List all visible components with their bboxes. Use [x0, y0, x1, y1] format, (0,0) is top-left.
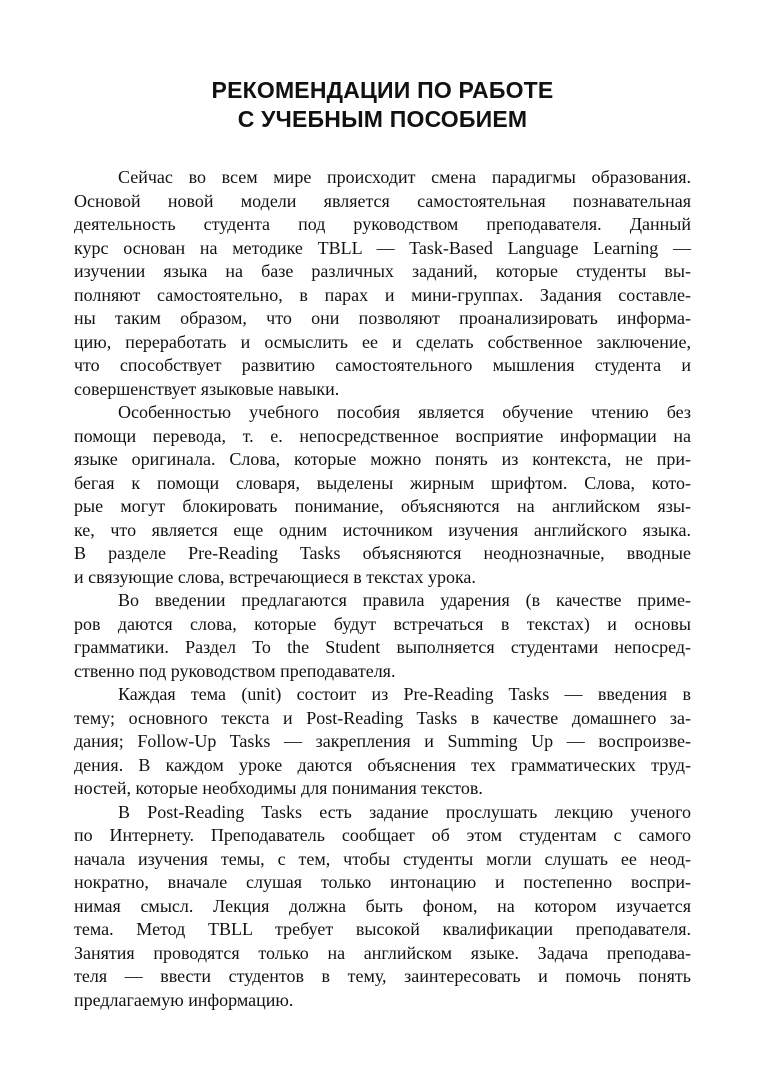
text-line: и связующие слова, встречающиеся в текстах урока.: [74, 566, 476, 587]
text-line: языке оригинала. Слова, которые можно понять из контекста, не при-: [74, 449, 691, 469]
text-line: Занятия проводятся только на английском языке. Задача преподава-: [74, 942, 691, 963]
text-line: рые могут блокировать понимание, объясняются на английском язы-: [74, 496, 691, 516]
text-line: дания; Follow-Up Tasks — закрепления и Summing Up — воспроизве-: [74, 731, 691, 751]
body-text: [74, 166, 691, 1012]
text-line: Сейчас во всем мире происходит смена парадигмы образования.: [118, 167, 691, 187]
text-line: предлагаемую информацию.: [74, 989, 294, 1010]
paragraph-2: [74, 401, 691, 589]
text-line: дения. В каждом уроке даются объяснения тех грамматических труд-: [74, 754, 691, 775]
text-line: изучении языка на базе различных заданий, которые студенты вы-: [74, 261, 691, 281]
text-line: полняют самостоятельно, в парах и мини-группах. Задания составле-: [74, 284, 691, 305]
document-page: [74, 76, 691, 1012]
text-line: Каждая тема (unit) состоит из Pre-Reading Tasks — введения в: [118, 684, 691, 704]
text-line: курс основан на методике TBLL — Task-Based Language Learning —: [74, 237, 691, 258]
paragraph-3: [74, 589, 691, 683]
text-line: ственно под руководством преподавателя.: [74, 660, 396, 681]
text-line: нимая смысл. Лекция должна быть фоном, на котором изучается: [74, 895, 691, 916]
text-line: деятельность студента под руководством преподавателя. Данный: [74, 214, 691, 234]
text-line: бегая к помощи словаря, выделены жирным шрифтом. Слова, кото-: [74, 472, 691, 493]
text-line: совершенствует языковые навыки.: [74, 378, 340, 399]
text-line: что способствует развитию самостоятельного мышления студента и: [74, 355, 691, 375]
text-line: нократно, вначале слушая только интонацию и постепенно воспри-: [74, 872, 691, 892]
text-line: начала изучения темы, с тем, чтобы студенты могли слушать ее неод-: [74, 848, 691, 869]
text-line: грамматики. Раздел To the Student выполняется студентами непосред-: [74, 637, 691, 657]
text-line: ке, что является еще одним источником изучения английского языка.: [74, 519, 691, 540]
text-line: тема. Метод TBLL требует высокой квалификации преподавателя.: [74, 919, 691, 939]
page-title-line-2: С УЧЕБНЫМ ПОСОБИЕМ: [237, 106, 528, 132]
text-line: цию, переработать и осмыслить ее и сделать собственное заключение,: [74, 331, 691, 352]
paragraph-5: [74, 801, 691, 1013]
text-line: В разделе Pre-Reading Tasks объясняются неоднозначные, вводные: [74, 543, 691, 563]
page-title-line-1: РЕКОМЕНДАЦИИ ПО РАБОТЕ: [211, 77, 554, 103]
text-line: помощи перевода, т. е. непосредственное восприятие информации на: [74, 425, 691, 446]
text-line: теля — ввести студентов в тему, заинтересовать и помочь понять: [74, 966, 691, 986]
page-title: [74, 76, 691, 134]
text-line: по Интернету. Преподаватель сообщает об этом студентам с самого: [74, 825, 691, 845]
text-line: ны таким образом, что они позволяют проанализировать информа-: [74, 308, 691, 328]
text-line: Особенностью учебного пособия является обучение чтению без: [118, 402, 691, 422]
text-line: Во введении предлагаются правила ударения (в качестве приме-: [118, 590, 691, 610]
paragraph-4: [74, 683, 691, 801]
text-line: Основой новой модели является самостоятельная познавательная: [74, 190, 691, 211]
paragraph-1: [74, 166, 691, 401]
text-line: ров даются слова, которые будут встречаться в текстах) и основы: [74, 613, 691, 634]
text-line: В Post-Reading Tasks есть задание прослушать лекцию ученого: [118, 801, 691, 822]
text-line: тему; основного текста и Post-Reading Tasks в качестве домашнего за-: [74, 707, 691, 728]
text-line: ностей, которые необходимы для понимания текстов.: [74, 778, 483, 798]
